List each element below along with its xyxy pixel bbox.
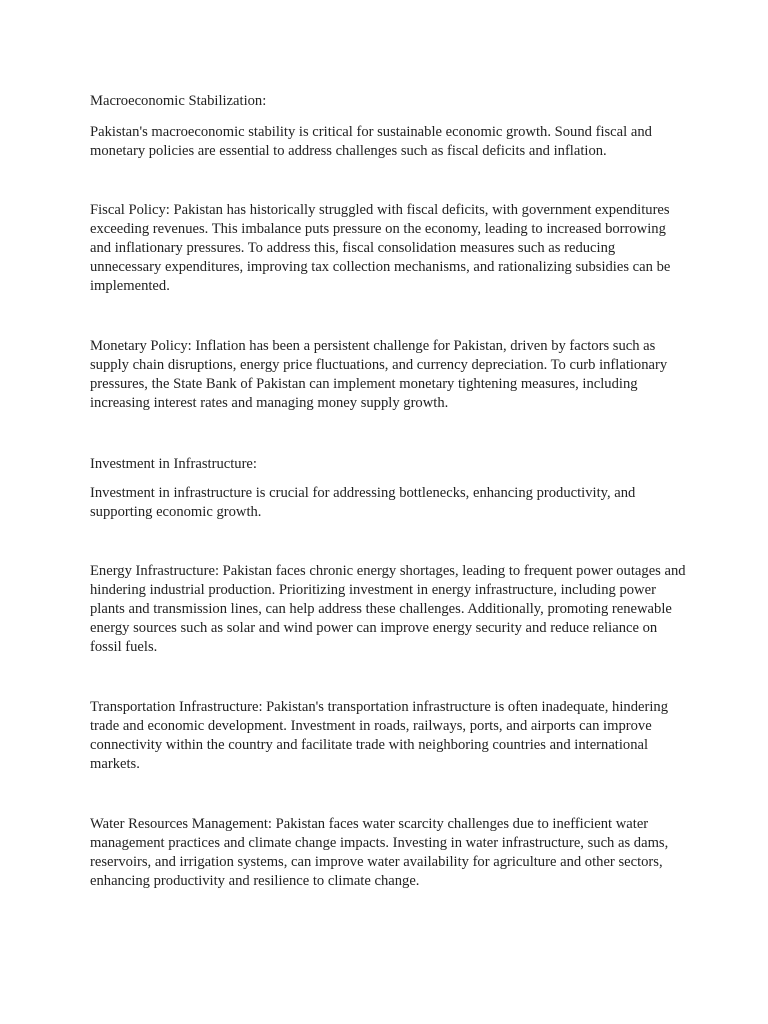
paragraph-monetary-policy: Monetary Policy: Inflation has been a persistent challenge for Pakistan, driven by factors such as supply chain disruptions, energy price fluctuations, and currency depreciation. To curb inflationary pressures, the State Bank of Pakistan can implement monetary tightening measures, including increasing interest rates and managing money supply growth. [90, 338, 668, 411]
paragraph-water-resources-management: Water Resources Management: Pakistan faces water scarcity challenges due to inefficient water management practices and climate change impacts. Investing in water infrastructure, such as dams, reservoirs, and irrigation systems, can improve water availability for agriculture and other sectors, enhancing productivity and resilience to climate change. [90, 816, 669, 889]
paragraph-fiscal-policy: Fiscal Policy: Pakistan has historically struggled with fiscal deficits, with government expenditures exceeding revenues. This imbalance puts pressure on the economy, leading to increased borrowing and inflationary pressures. To address this, fiscal consolidation measures such as reducing unnecessary expenditures, improving tax collection mechanisms, and rationalizing subsidies can be implemented. [90, 202, 671, 294]
paragraph-energy-infrastructure: Energy Infrastructure: Pakistan faces chronic energy shortages, leading to frequent power outages and hindering industrial production. Prioritizing investment in energy infrastructure, including power plants and transmission lines, can help address these challenges. Additionally, promoting renewable energy sources such as solar and wind power can improve energy security and reduce reliance on fossil fuels. [90, 563, 686, 655]
paragraph-transportation-infrastructure: Transportation Infrastructure: Pakistan's transportation infrastructure is often inadequate, hindering trade and economic development. Investment in roads, railways, ports, and airports can improve connectivity within the country and facilitate trade with neighboring countries and international markets. [90, 699, 668, 772]
section-heading-macroeconomic-stabilization: Macroeconomic Stabilization: [90, 93, 267, 109]
paragraph-macro-intro: Pakistan's macroeconomic stability is critical for sustainable economic growth. Sound fiscal and monetary policies are essential to address challenges such as fiscal deficits and inflation. [90, 124, 652, 159]
section-heading-investment-in-infrastructure: Investment in Infrastructure: [90, 456, 257, 472]
paragraph-infrastructure-intro: Investment in infrastructure is crucial for addressing bottlenecks, enhancing productivity, and supporting economic growth. [90, 485, 636, 520]
